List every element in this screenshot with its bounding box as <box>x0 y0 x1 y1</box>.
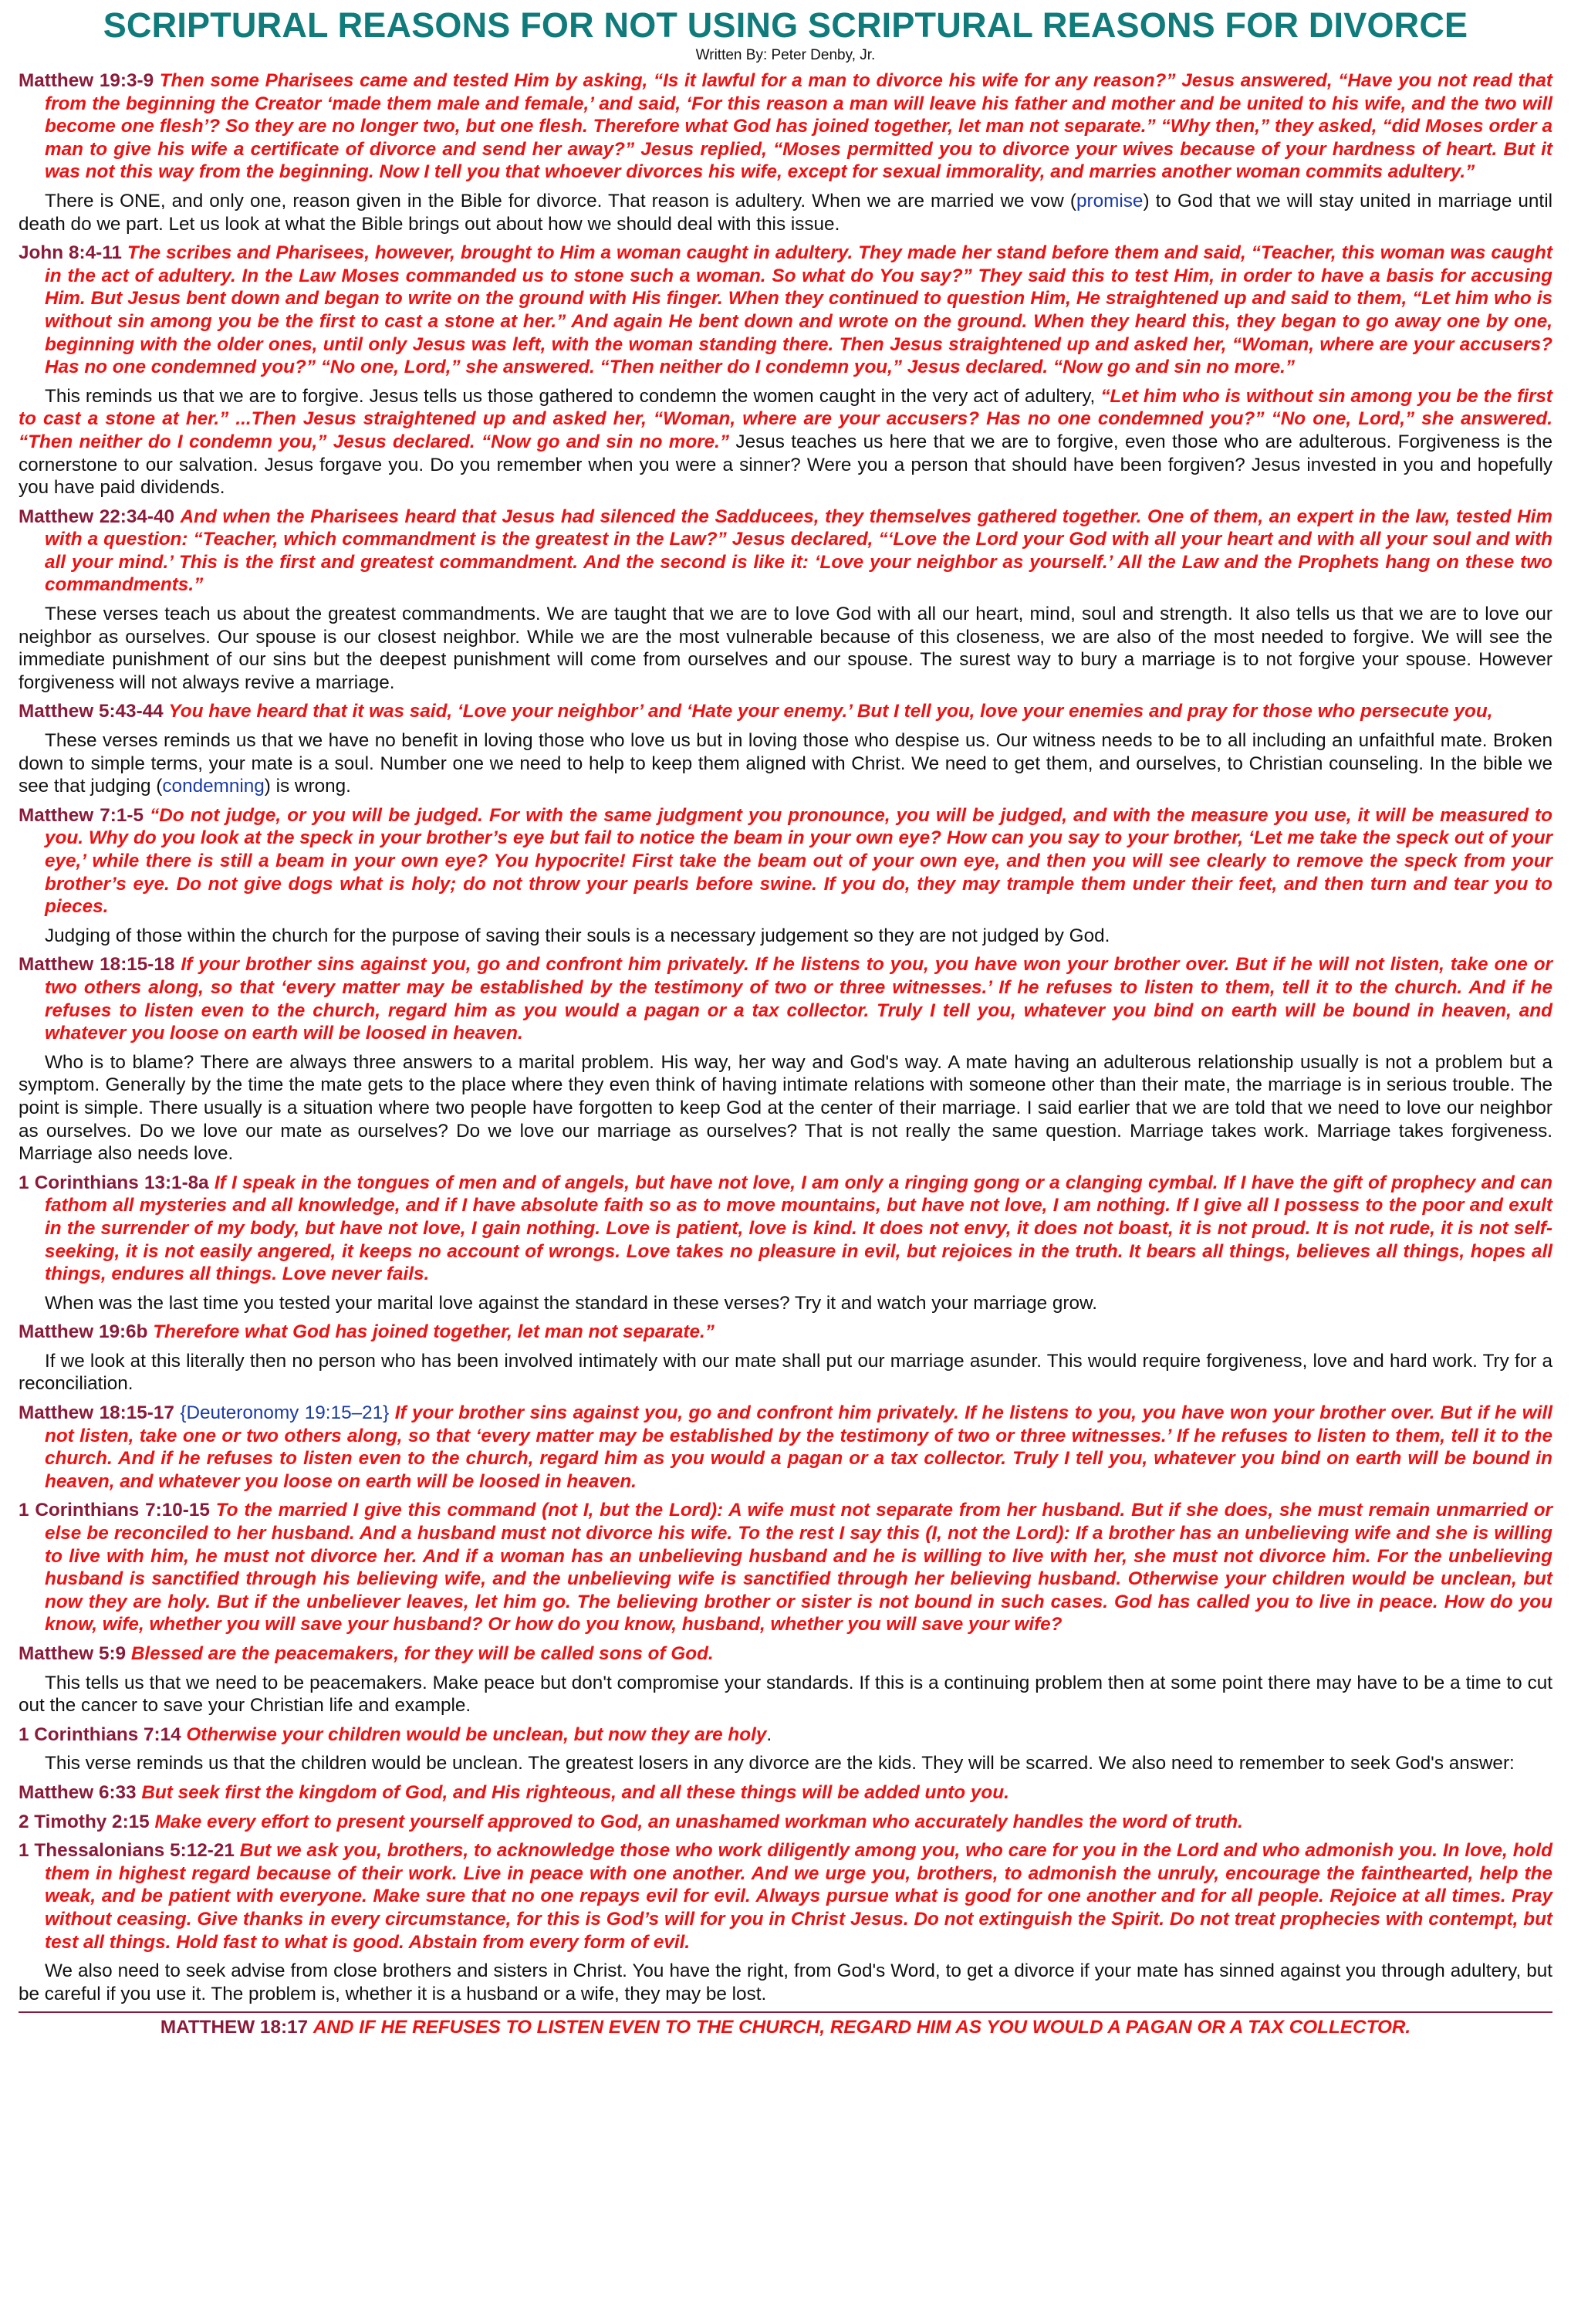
verse-block <box>19 506 1552 597</box>
condemning-link[interactable]: condemning <box>162 776 265 797</box>
verse-block <box>19 1172 1552 1286</box>
commentary-paragraph: Who is to blame? There are always three answers to a marital problem. His way, her way and God's way. A mate having an adulterous relationship usually is not a problem but a symptom. Generally by the time the mate gets to the place where they even think of having intimate relations with someone other than their mate, the marriage is in serious trouble. The point is simple. There usually is a situation where two people have forgotten to keep God at the center of their marriage. I said earlier that we are told that we need to love our neighbor as ourselves. Do we love our mate as ourselves? Do we love our marriage as ourselves? That is not really the same question. Marriage takes work. Marriage takes forgiveness. Marriage also needs love. <box>19 1051 1552 1165</box>
verse-text: If I speak in the tongues of men and of angels, but have not love, I am only a ringing gong or a clanging cymbal. If I have the gift of prophecy and can fathom all mysteries and all knowledge, and if I have absolute faith so as to move mountains, but have not love, I am nothing. If I give all I possess to the poor and exult in the surrender of my body, but have not love, I gain nothing. Love is patient, love is kind. It does not envy, it does not boast, it is not proud. It is not rude, it is not self-seeking, it is not easily angered, it keeps no account of wrongs. Love takes no pleasure in evil, but rejoices in the truth. It bears all things, believes all things, hopes all things, endures all things. Love never fails. <box>45 1172 1552 1285</box>
inline-quote: “Let him who is without sin among you be the first to cast a stone at her.” ...Then Jesus straightened up and asked her, “Woman, where are your accusers? Has no one condemned you?” “No one, Lord,” she answered. “Then neither do I condemn you,” Jesus declared. “Now go and sin no more.” <box>19 385 1552 452</box>
verse-text: Otherwise your children would be unclean, but now they are holy <box>186 1724 767 1745</box>
verse-reference: Matthew 5:43-44 <box>19 701 164 722</box>
verse-text: If your brother sins against you, go and confront him privately. If he listens to you, you have won your brother over. But if he will not listen, take one or two others along, so that ‘every matter may be established by the testimony of two or three witnesses.’ If he refuses to listen to them, tell it to the church. And if he refuses to listen even to the church, regard him as you would a pagan or a tax collector. Truly I tell you, whatever you bind on earth will be bound in heaven, and whatever you loose on earth will be loosed in heaven. <box>45 1402 1552 1492</box>
verse-reference: 1 Thessalonians 5:12-21 <box>19 1840 235 1862</box>
paragraph-text: These verses reminds us that we have no benefit in loving those who love us but in loving those who despise us. Our witness needs to be to all including an unfaithful mate. Broken down to simple terms, your mate is a soul. Number one we need to help to keep them aligned with Christ. We need to get them, and ourselves, to Christian counseling. In the bible we see that judging ( <box>19 730 1552 797</box>
verse-text: But seek first the kingdom of God, and His righteous, and all these things will be added unto you. <box>141 1781 1009 1803</box>
commentary-paragraph <box>19 729 1552 798</box>
commentary-paragraph: We also need to seek advise from close brothers and sisters in Christ. You have the right, from God's Word, to get a divorce if your mate has sinned against you through adultery, but be careful if you use it. The problem is, whether it is a husband or a wife, they may be lost. <box>19 1960 1552 2004</box>
paragraph-text: This reminds us that we are to forgive. Jesus tells us those gathered to condemn the women caught in the very act of adultery, <box>45 385 1101 407</box>
verse-reference: Matthew 18:15-17 <box>19 1402 174 1424</box>
footer-verse <box>19 2011 1552 2039</box>
verse-block <box>19 69 1552 184</box>
verse-text: You have heard that it was said, ‘Love your neighbor’ and ‘Hate your enemy.’ But I tell you, love your enemies and pray for those who persecute you, <box>168 701 1493 722</box>
verse-reference: 2 Timothy 2:15 <box>19 1811 150 1832</box>
verse-reference: Matthew 18:15-18 <box>19 954 175 976</box>
verse-reference: Matthew 6:33 <box>19 1781 137 1803</box>
verse-block <box>19 242 1552 379</box>
verse-text: Then some Pharisees came and tested Him by asking, “Is it lawful for a man to divorce his wife for any reason?” Jesus answered, “Have you not read that from the beginning the Creator ‘made them male and female,’ and said, ‘For this reason a man will leave his father and mother and be united to his wife, and the two will become one flesh’? So they are no longer two, but one flesh. Therefore what God has joined together, let man not separate.” “Why then,” they asked, “did Moses order a man to give his wife a certificate of divorce and send her away?” Jesus replied, “Moses permitted you to divorce your wives because of your hardness of heart. But it was not this way from the beginning. Now I tell you that whoever divorces his wife, except for sexual immorality, and marries another woman commits adultery.” <box>45 70 1552 183</box>
verse-reference: John 8:4-11 <box>19 242 122 264</box>
commentary-paragraph: These verses teach us about the greatest commandments. We are taught that we are to love God with all our heart, mind, soul and strength. It also tells us that we are to love our neighbor as ourselves. Our spouse is our closest neighbor. While we are the most vulnerable because of this closeness, we are also of the most needed to forgive. We will see the immediate punishment of our sins but the deepest punishment will come from ourselves and our spouse. The surest way to bury a marriage is to not forgive your spouse. However forgiveness will not always revive a marriage. <box>19 604 1552 693</box>
verse-block <box>19 1642 1552 1666</box>
author-byline: Written By: Peter Denby, Jr. <box>695 47 876 63</box>
verse-end-punctuation: . <box>766 1724 772 1745</box>
footer-text: AND IF HE REFUSES TO LISTEN EVEN TO THE CHURCH, REGARD HIM AS YOU WOULD A PAGAN OR A TAX COLLECTOR. <box>313 2017 1411 2038</box>
page-title: SCRIPTURAL REASONS FOR NOT USING SCRIPTURAL REASONS FOR DIVORCE <box>103 5 1468 45</box>
verse-text: And when the Pharisees heard that Jesus had silenced the Sadducees, they themselves gathered together. One of them, an expert in the law, tested Him with a question: “Teacher, which commandment is the greatest in the Law?” Jesus declared, “‘Love the Lord your God with all your heart and with all your soul and with all your mind.’ This is the first and greatest commandment. And the second is like it: ‘Love your neighbor as yourself.’ All the Law and the Prophets hang on these two commandments.” <box>45 506 1552 596</box>
verse-text: But we ask you, brothers, to acknowledge those who work diligently among you, who care for you in the Lord and who admonish you. In love, hold them in highest regard because of their work. Live in peace with one another. And we urge you, brothers, to admonish the unruly, encourage the fainthearted, help the weak, and be patient with everyone. Make sure that no one repays evil for evil. Always pursue what is good for one another and for all people. Rejoice at all times. Pray without ceasing. Give thanks in every circumstance, for this is God’s will for you in Christ Jesus. Do not extinguish the Spirit. Do not treat prophecies with contempt, but test all things. Hold fast to what is good. Abstain from every form of evil. <box>45 1840 1552 1953</box>
commentary-paragraph: Judging of those within the church for the purpose of saving their souls is a necessary judgement so they are not judged by God. <box>45 925 1110 946</box>
verse-block <box>19 1321 1552 1344</box>
verse-block <box>19 804 1552 918</box>
verse-text: To the married I give this command (not I, but the Lord): A wife must not separate from her husband. But if she does, she must remain unmarried or else be reconciled to her husband. And a husband must not divorce his wife. To the rest I say this (I, not the Lord): If a brother has an unbelieving wife and she is willing to live with him, he must not divorce her. And if a woman has an unbelieving husband and he is willing to live with her, she must not divorce him. For the unbelieving husband is sanctified through his believing wife, and the unbelieving wife is sanctified through her believing husband. Otherwise your children would be unclean, but now they are holy. But if the unbeliever leaves, let him go. The believing brother or sister is not bound in such cases. God has called you to live in peace. How do you know, wife, whether you will save your husband? Or how do you know, husband, whether you will save your wife? <box>45 1500 1552 1636</box>
footer-reference: MATTHEW 18:17 <box>160 2017 309 2038</box>
paragraph-text: Jesus teaches us here that we are to forgive, even those who are adulterous. Forgiveness is the cornerstone to our salvation. Jesus forgave you. Do you remember when you were a sinner? Were you a person that should have been forgiven? Jesus invested in you and hopefully you have paid dividends. <box>19 431 1553 499</box>
verse-block <box>19 1402 1552 1493</box>
verse-reference: Matthew 22:34-40 <box>19 506 175 527</box>
commentary-paragraph: This tells us that we need to be peacemakers. Make peace but don't compromise your standards. If this is a continuing problem then at some point there may have to be a time to cut out the cancer to save your Christian life and example. <box>19 1672 1552 1717</box>
verse-text: Blessed are the peacemakers, for they will be called sons of God. <box>130 1643 714 1664</box>
paragraph-text: ) to God that we will stay united in marriage until death do we part. Let us look at what the Bible brings out about how we should deal with this issue. <box>19 190 1552 235</box>
paragraph-text: ) is wrong. <box>264 776 351 797</box>
commentary-paragraph <box>19 190 1552 235</box>
verse-block <box>19 1811 1552 1834</box>
verse-reference: 1 Corinthians 13:1-8a <box>19 1172 209 1193</box>
commentary-paragraph: If we look at this literally then no person who has been involved intimately with our mate shall put our marriage asunder. This would require forgiveness, love and hard work. Try for a reconciliation. <box>19 1350 1552 1395</box>
commentary-paragraph <box>19 385 1552 499</box>
verse-reference: Matthew 5:9 <box>19 1643 127 1664</box>
verse-block <box>19 1724 1552 1747</box>
verse-text: Make every effort to present yourself approved to God, an unashamed workman who accurately handles the word of truth. <box>154 1811 1243 1832</box>
commentary-paragraph: This verse reminds us that the children would be unclean. The greatest losers in any divorce are the kids. They will be scarred. We also need to remember to seek God's answer: <box>45 1753 1515 1774</box>
verse-reference: Matthew 19:3-9 <box>19 70 154 91</box>
verse-block <box>19 953 1552 1044</box>
verse-text: If your brother sins against you, go and confront him privately. If he listens to you, you have won your brother over. But if he will not listen, take one or two others along, so that ‘every matter may be established by the testimony of two or three witnesses.’ If he refuses to listen to them, tell it to the church. And if he refuses to listen even to the church, regard him as you would a pagan or a tax collector. Truly I tell you, whatever you bind on earth will be bound in heaven, and whatever you loose on earth will be loosed in heaven. <box>45 954 1552 1044</box>
cross-reference-link[interactable]: {Deuteronomy 19:15–21} <box>180 1402 390 1424</box>
verse-block <box>19 700 1552 723</box>
verse-text: The scribes and Pharisees, however, brought to Him a woman caught in adultery. They made her stand before them and said, “Teacher, this woman was caught in the act of adultery. In the Law Moses commanded us to stone such a woman. So what do You say?” They said this to test Him, in order to have a basis for accusing Him. But Jesus bent down and began to write on the ground with His finger. When they continued to question Him, He straightened up and said to them, “Let him who is without sin among you be the first to cast a stone at her.” And again He bent down and wrote on the ground. When they heard this, they began to go away one by one, beginning with the older ones, until only Jesus was left, with the woman standing there. Then Jesus straightened up and asked her, “Woman, where are your accusers? Has no one condemned you?” “No one, Lord,” she answered. “Then neither do I condemn you,” Jesus declared. “Now go and sin no more.” <box>45 242 1552 378</box>
verse-reference: 1 Corinthians 7:10-15 <box>19 1500 210 1521</box>
verse-text: “Do not judge, or you will be judged. For with the same judgment you pronounce, you will be judged, and with the measure you use, it will be measured to you. Why do you look at the speck in your brother’s eye but fail to notice the beam in your own eye? How can you say to your brother, ‘Let me take the speck out of your eye,’ while there is still a beam in your own eye? You hypocrite! First take the beam out of your own eye, and then you will see clearly to remove the speck from your brother’s eye. Do not give dogs what is holy; do not throw your pearls before swine. If you do, they may trample them under their feet, and then turn and tear you to pieces. <box>45 804 1552 918</box>
verse-text: Therefore what God has joined together, let man not separate.” <box>153 1321 715 1343</box>
verse-block <box>19 1499 1552 1636</box>
promise-link[interactable]: promise <box>1076 190 1144 211</box>
verse-reference: 1 Corinthians 7:14 <box>19 1724 181 1745</box>
commentary-paragraph: When was the last time you tested your marital love against the standard in these verses? Try it and watch your marriage grow. <box>45 1292 1097 1314</box>
verse-block <box>19 1781 1552 1805</box>
verse-reference: Matthew 7:1-5 <box>19 804 144 826</box>
paragraph-text: There is ONE, and only one, reason given in the Bible for divorce. That reason is adultery. When we are married we vow ( <box>45 190 1077 211</box>
verse-block <box>19 1839 1552 1954</box>
verse-reference: Matthew 19:6b <box>19 1321 148 1343</box>
